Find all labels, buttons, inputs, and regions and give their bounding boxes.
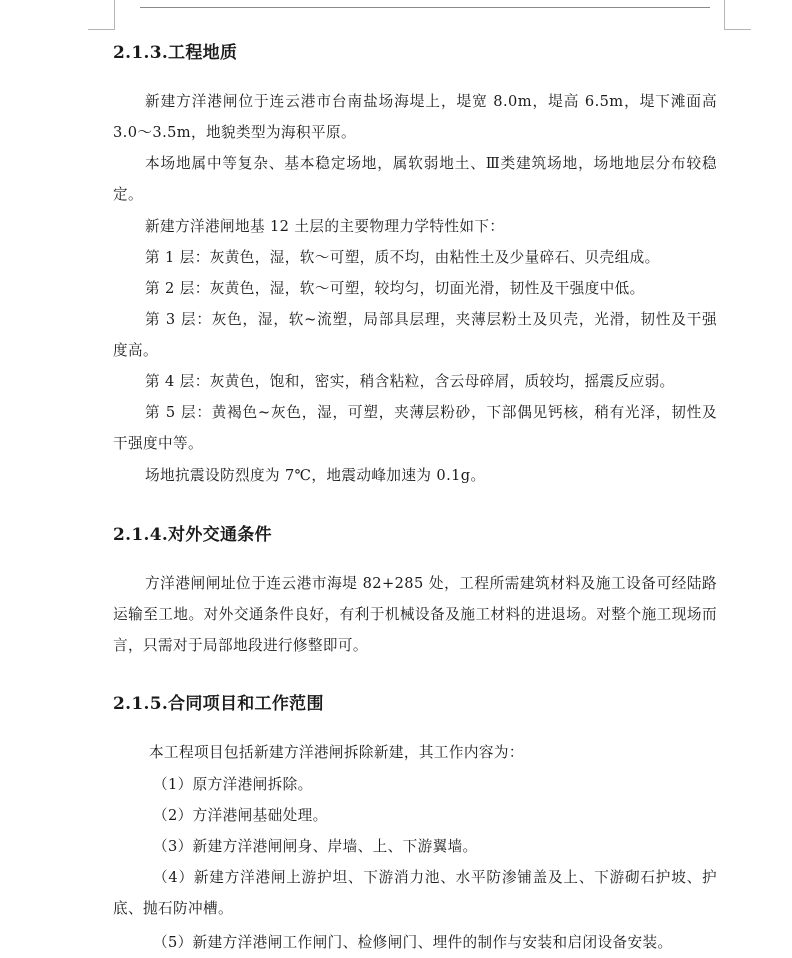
section-heading-contract-scope: 2.1.5.合同项目和工作范围 xyxy=(113,694,324,714)
paragraph: 第 2 层：灰黄色，湿，软～可塑，较均匀，切面光滑，韧性及干强度中低。 xyxy=(145,280,645,297)
paragraph: 第 4 层：灰黄色，饱和，密实，稍含粘粒，含云母碎屑，质较均，摇震反应弱。 xyxy=(145,373,675,390)
margin-mark-top-left xyxy=(114,0,115,30)
paragraph: 第 1 层：灰黄色，湿，软～可塑，质不均，由粘性土及少量碎石、贝壳组成。 xyxy=(145,249,660,266)
paragraph: 新建方洋港闸地基 12 土层的主要物理力学特性如下： xyxy=(145,218,505,235)
paragraph: 场地抗震设防烈度为 7℃，地震动峰加速为 0.1g。 xyxy=(145,467,486,484)
margin-mark-top-right xyxy=(724,0,725,30)
paragraph: 方洋港闸闸址位于连云港市海堤 82+285 处，工程所需建筑材料及施工设备可经陆路运输至工地。对外交通条件良好，有利于机械设备及施工材料的进退场。对整个施工现场而言，只需对于局部地段进行修整即可。 xyxy=(113,575,717,654)
list-item: （5）新建方洋港闸工作闸门、检修闸门、埋件的制作与安装和启闭设备安装。 xyxy=(153,934,673,951)
list-item: （1）原方洋港闸拆除。 xyxy=(153,776,313,793)
paragraph: 第 3 层：灰色，湿，软~流塑，局部具层理，夹薄层粉土及贝壳，光滑，韧性及干强度高。 xyxy=(113,311,717,359)
margin-mark-top-left xyxy=(88,29,115,30)
section-heading-geology: 2.1.3.工程地质 xyxy=(113,43,238,63)
margin-mark-top-right xyxy=(724,29,751,30)
clipped-line-region xyxy=(113,924,717,951)
list-item: （3）新建方洋港闸闸身、岸墙、上、下游翼墙。 xyxy=(153,838,478,855)
paragraph: 本场地属中等复杂、基本稳定场地，属软弱地土、Ⅲ类建筑场地，场地地层分布较稳定。 xyxy=(113,155,717,203)
paragraph: 新建方洋港闸位于连云港市台南盐场海堤上，堤宽 8.0m，堤高 6.5m，堤下滩面高 3.0～3.5m，地貌类型为海积平原。 xyxy=(113,93,717,141)
section-heading-transport: 2.1.4.对外交通条件 xyxy=(113,525,272,545)
list-item: （2）方洋港闸基础处理。 xyxy=(153,807,328,824)
paragraph: 第 5 层：黄褐色~灰色，湿，可塑，夹薄层粉砂，下部偶见钙核，稍有光泽，韧性及干强度中等。 xyxy=(113,404,717,452)
paragraph: 本工程项目包括新建方洋港闸拆除新建，其工作内容为： xyxy=(149,744,524,761)
list-item: （4）新建方洋港闸上游护坦、下游消力池、水平防渗铺盖及上、下游砌石护坡、护底、抛石防冲槽。 xyxy=(113,869,717,917)
header-rule xyxy=(140,7,710,8)
